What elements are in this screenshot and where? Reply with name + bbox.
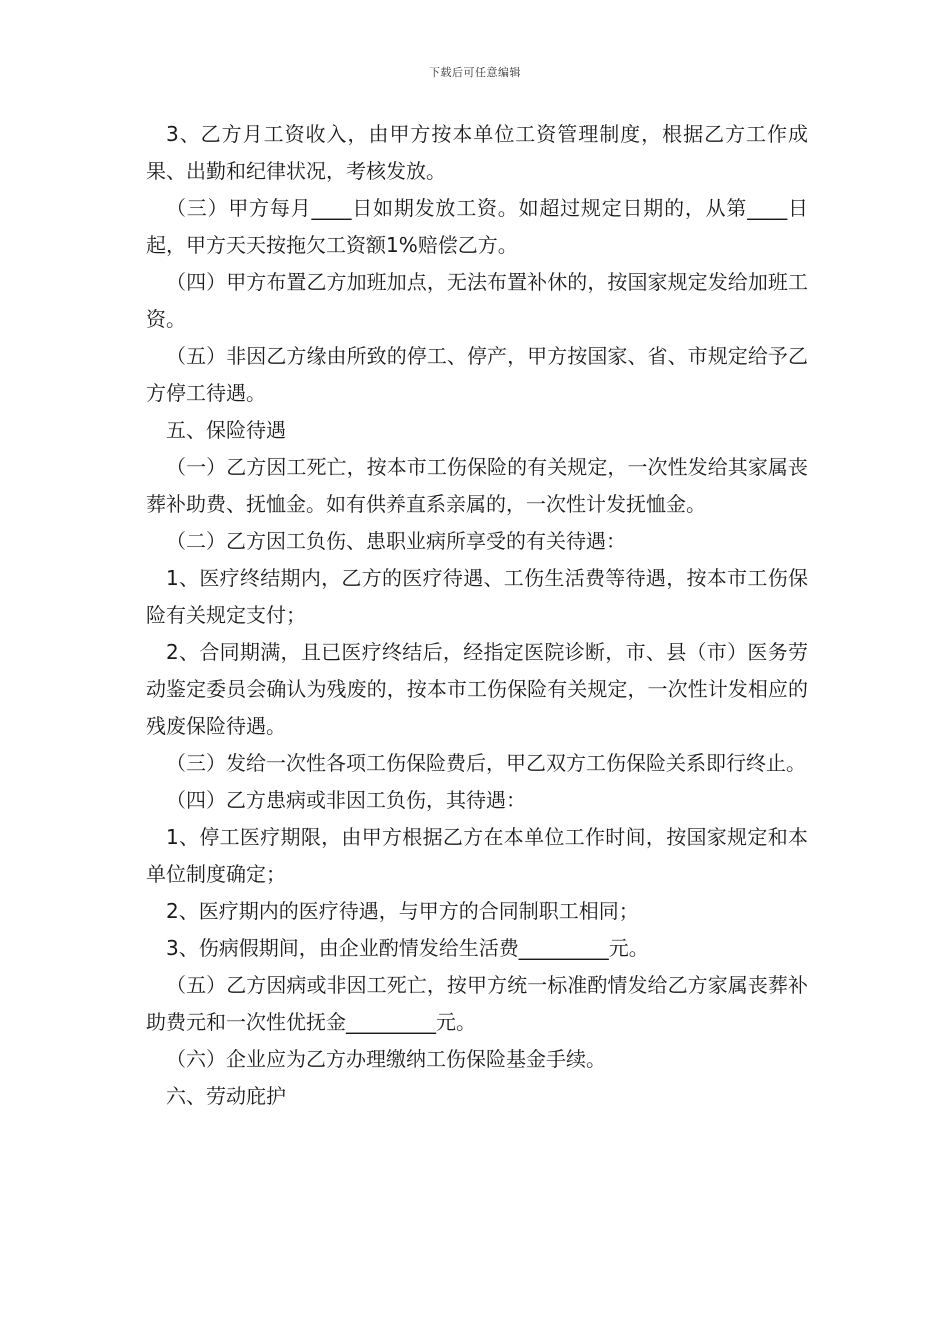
paragraph: （二）乙方因工负伤、患职业病所享受的有关待遇： bbox=[166, 529, 626, 553]
page-header-note: 下载后可任意编辑 bbox=[429, 66, 521, 79]
document-body bbox=[146, 116, 808, 1115]
paragraph: 2、合同期满，且已医疗终结后，经指定医院诊断，市、县（市）医务劳动鉴定委员会确认为残废的，按本市工伤保险有关规定，一次性计发相应的残废保险待遇。 bbox=[146, 640, 808, 738]
paragraph: 3、乙方月工资收入，由甲方按本单位工资管理制度，根据乙方工作成果、出勤和纪律状况，考核发放。 bbox=[146, 122, 808, 183]
paragraph: （五）非因乙方缘由所致的停工、停产，甲方按国家、省、市规定给予乙方停工待遇。 bbox=[146, 344, 808, 405]
section-heading: 六、劳动庇护 bbox=[166, 1084, 286, 1108]
paragraph: （三）发给一次性各项工伤保险费后，甲乙双方工伤保险关系即行终止。 bbox=[166, 751, 806, 775]
paragraph: 1、医疗终结期内，乙方的医疗待遇、工伤生活费等待遇，按本市工伤保险有关规定支付； bbox=[146, 566, 808, 627]
paragraph: 2、医疗期内的医疗待遇，与甲方的合同制职工相同； bbox=[166, 899, 639, 923]
paragraph: （四）乙方患病或非因工负伤，其待遇： bbox=[166, 788, 526, 812]
paragraph: （五）乙方因病或非因工死亡，按甲方统一标准酌情发给乙方家属丧葬补助费元和一次性优抚金_________元。 bbox=[146, 973, 808, 1034]
paragraph: 3、伤病假期间，由企业酌情发给生活费_________元。 bbox=[166, 936, 649, 960]
paragraph: （六）企业应为乙方办理缴纳工伤保险基金手续。 bbox=[166, 1047, 606, 1071]
paragraph: （一）乙方因工死亡，按本市工伤保险的有关规定，一次性发给其家属丧葬补助费、抚恤金。如有供养直系亲属的，一次性计发抚恤金。 bbox=[146, 455, 808, 516]
paragraph: 1、停工医疗期限，由甲方根据乙方在本单位工作时间，按国家规定和本单位制度确定； bbox=[146, 825, 808, 886]
section-heading: 五、保险待遇 bbox=[166, 418, 286, 442]
paragraph: （四）甲方布置乙方加班加点，无法布置补休的，按国家规定发给加班工资。 bbox=[146, 270, 808, 331]
paragraph: （三）甲方每月____日如期发放工资。如超过规定日期的，从第____日起，甲方天天按拖欠工资额1%赔偿乙方。 bbox=[146, 196, 808, 257]
